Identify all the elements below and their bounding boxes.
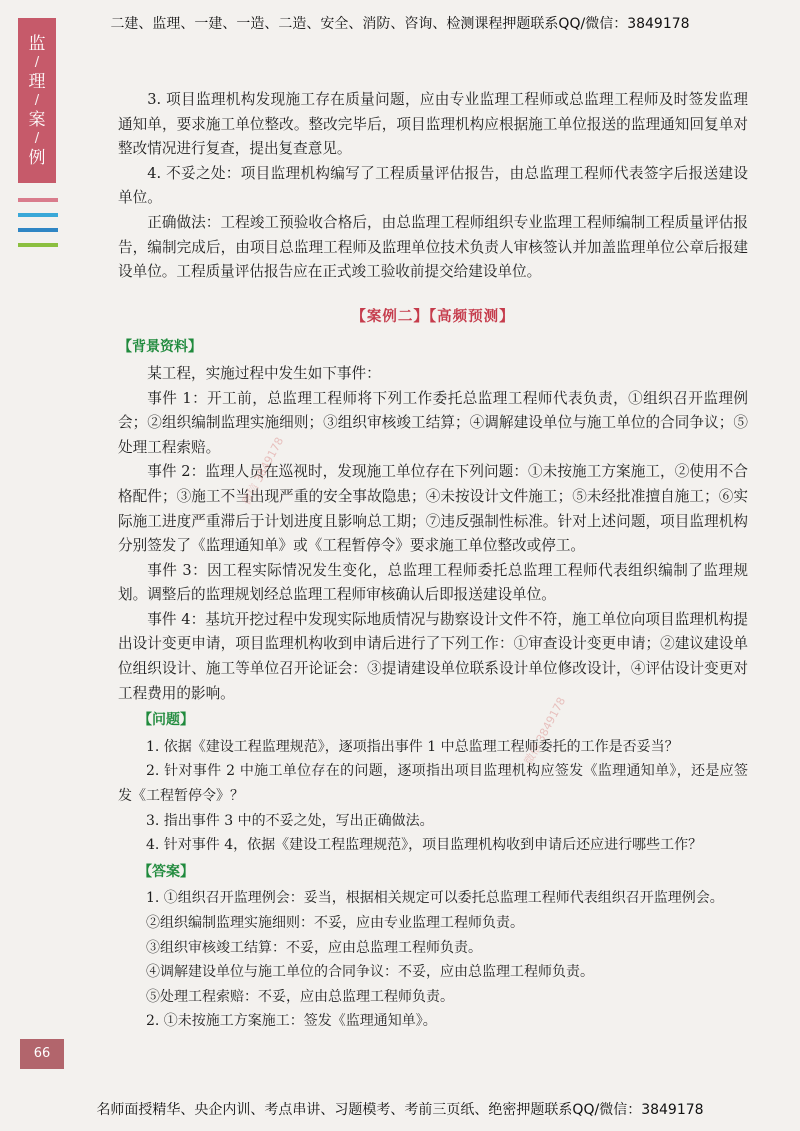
background-label: 【背景资料】 bbox=[118, 339, 202, 356]
watermark: 微信 3849178 bbox=[521, 695, 569, 768]
page-number: 66 bbox=[20, 1039, 64, 1069]
event-paragraph: 事件 1：开工前，总监理工程师将下列工作委托总监理工程师代表负责，①组织召开监理例会；②组织编制监理实施细则；③组织审核竣工结算；④调解建设单位与施工单位的合同争议；⑤处理工程索赔。 bbox=[118, 389, 748, 456]
footer-banner: 名师面授精华、央企内训、考点串讲、习题模考、考前三页纸、绝密押题联系QQ/微信：3849178 bbox=[96, 1102, 704, 1118]
side-tab-char: 理 bbox=[28, 71, 46, 92]
header-banner: 二建、监理、一建、一造、二造、安全、消防、咨询、检测课程押题联系QQ/微信：3849178 bbox=[110, 16, 690, 32]
side-tab-separator: / bbox=[34, 130, 40, 146]
stripe bbox=[18, 243, 58, 247]
stripe bbox=[18, 228, 58, 232]
event-paragraph: 事件 2：监理人员在巡视时，发现施工单位存在下列问题：①未按施工方案施工，②使用不合格配件；③施工不当出现严重的安全事故隐患；④未按设计文件施工；⑤未经批准擅自施工；⑥实际施工进度严重滞后于计划进度且影响总工期；⑦违反强制性标准。针对上述问题，项目监理机构分别签发了《监理通知单》或《工程暂停令》要求施工单位整改或停工。 bbox=[118, 463, 748, 555]
question-item: 2. 针对事件 2 中施工单位存在的问题，逐项指出项目监理机构应签发《监理通知单》，还是应签发《工程暂停令》？ bbox=[118, 763, 748, 805]
answer-item: 1. ①组织召开监理例会：妥当，根据相关规定可以委托总监理工程师代表组织召开监理例会。 bbox=[146, 890, 724, 907]
section-side-tab bbox=[18, 18, 56, 183]
question-item: 3. 指出事件 3 中的不妥之处，写出正确做法。 bbox=[146, 812, 434, 829]
question-item: 4. 针对事件 4，依据《建设工程监理规范》，项目监理机构收到申请后还应进行哪些工作？ bbox=[146, 837, 703, 854]
answer-item: ④调解建设单位与施工单位的合同争议：不妥，应由总监理工程师负责。 bbox=[146, 964, 594, 981]
question-item: 1. 依据《建设工程监理规范》，逐项指出事件 1 中总监理工程师委托的工作是否妥当？ bbox=[146, 738, 679, 755]
question-label: 【问题】 bbox=[138, 712, 194, 729]
page-content bbox=[118, 88, 748, 1034]
answer-paragraph: 正确做法：工程竣工预验收合格后，由总监理工程师组织专业监理工程师编制工程质量评估报告，编制完成后，由项目总监理工程师及监理单位技术负责人审核签认并加盖监理单位公章后报建设单位。工程质量评估报告应在正式竣工验收前提交给建设单位。 bbox=[118, 213, 748, 281]
answer-item: ②组织编制监理实施细则：不妥，应由专业监理工程师负责。 bbox=[146, 915, 524, 931]
background-paragraph: 某工程，实施过程中发生如下事件： bbox=[147, 364, 381, 382]
side-tab-char: 例 bbox=[28, 147, 46, 168]
answer-item: ⑤处理工程索赔：不妥，应由总监理工程师负责。 bbox=[146, 988, 454, 1005]
side-tab-char: 监 bbox=[28, 33, 46, 54]
event-paragraph: 事件 3：因工程实际情况发生变化，总监理工程师委托总监理工程师代表组织编制了监理规划。调整后的监理规划经总监理工程师审核确认后即报送建设单位。 bbox=[118, 561, 748, 604]
answer-label: 【答案】 bbox=[138, 863, 194, 880]
case-heading: 【案例二】【高频预测】 bbox=[351, 308, 515, 325]
answer-item: ③组织审核竣工结算：不妥，应由总监理工程师负责。 bbox=[146, 939, 482, 956]
question-list bbox=[118, 735, 748, 858]
answer-item: 2. ①未按施工方案施工：签发《监理通知单》。 bbox=[146, 1013, 437, 1030]
stripe bbox=[18, 198, 58, 202]
decorative-stripes bbox=[18, 198, 58, 258]
event-paragraph: 事件 4：基坑开挖过程中发现实际地质情况与勘察设计文件不符，施工单位向项目监理机构提出设计变更申请，项目监理机构收到申请后进行了下列工作：①审查设计变更申请；②建议建设单位组织设计、施工等单位召开论证会：③提请建设单位联系设计单位修改设计，④评估设计变更对工程费用的影响。 bbox=[118, 610, 748, 702]
side-tab-separator: / bbox=[34, 92, 40, 108]
watermark: 微信 3849178 bbox=[239, 435, 287, 508]
side-tab-separator: / bbox=[34, 54, 40, 70]
answer-paragraph: 4. 不妥之处：项目监理机构编写了工程质量评估报告，由总监理工程师代表签字后报送建设单位。 bbox=[118, 164, 748, 207]
side-tab-char: 案 bbox=[28, 109, 46, 130]
answer-list bbox=[118, 886, 748, 1034]
stripe bbox=[18, 213, 58, 217]
answer-paragraph: 3. 项目监理机构发现施工存在质量问题，应由专业监理工程师或总监理工程师及时签发监理通知单，要求施工单位整改。整改完毕后，项目监理机构应根据施工单位报送的监理通知回复单对整改情况进行复查，提出复查意见。 bbox=[118, 91, 748, 158]
